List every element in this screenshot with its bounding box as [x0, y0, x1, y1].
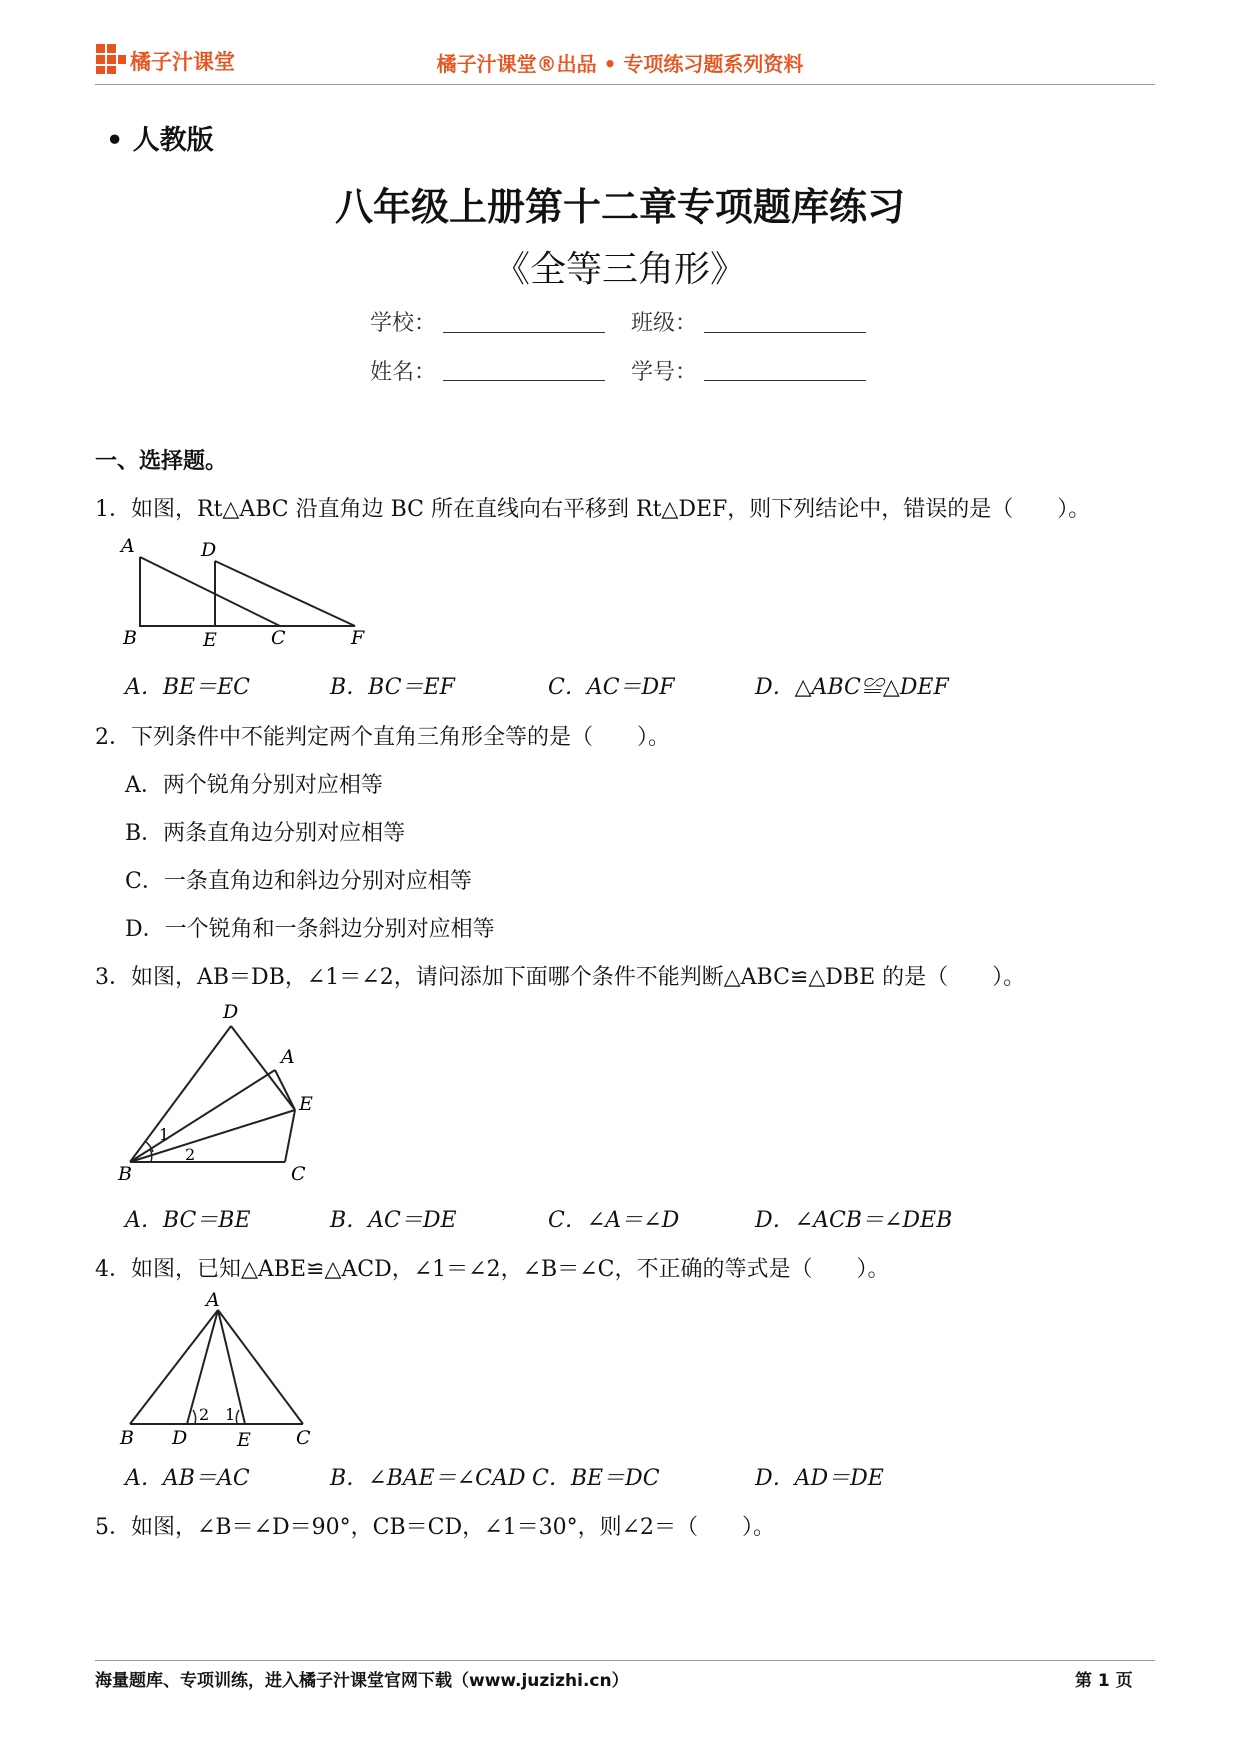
label-a: A: [121, 535, 135, 557]
figure-q4: [115, 1288, 330, 1448]
footer-divider: [95, 1660, 1155, 1661]
label-a: A: [206, 1289, 220, 1311]
question-text: 如图，AB＝DB，∠1＝∠2，请问添加下面哪个条件不能判断△ABC≌△DBE 的是（ ）。: [131, 965, 1026, 990]
label-c: C: [271, 627, 286, 649]
class-label: 班级：: [631, 311, 698, 336]
q4-option-a[interactable]: A．AB＝AC: [125, 1466, 250, 1491]
question-number: 5．: [95, 1515, 131, 1540]
edition-label: • 人教版: [106, 125, 214, 156]
header-tagline: 橘子汁课堂®出品 • 专项练习题系列资料: [436, 52, 804, 76]
q2-option-c[interactable]: C．一条直角边和斜边分别对应相等: [125, 869, 472, 894]
angle-1-label: 1: [225, 1405, 236, 1424]
label-f: F: [351, 627, 365, 649]
page-subtitle: 《全等三角形》: [493, 249, 746, 290]
student-no-label: 学号：: [631, 360, 698, 385]
page-number: 第 1 页: [1075, 1671, 1133, 1691]
angle-2-label: 2: [199, 1405, 210, 1424]
section-title: 一、选择题。: [95, 449, 228, 474]
class-field[interactable]: [704, 332, 866, 333]
question-text: 如图，已知△ABE≌△ACD，∠1＝∠2，∠B＝∠C，不正确的等式是（ ）。: [131, 1257, 890, 1282]
q1-option-d[interactable]: D．△ABC≌△DEF: [755, 675, 949, 700]
label-a: A: [281, 1046, 295, 1068]
question-5: [95, 1510, 775, 1541]
header-divider: [95, 84, 1155, 85]
figure-q3: [115, 1000, 340, 1190]
label-b: B: [118, 1163, 132, 1185]
angle-1-label: 1: [159, 1125, 170, 1144]
q1-option-c[interactable]: C．AC＝DF: [548, 675, 675, 700]
brand-name: 橘子汁课堂: [130, 50, 235, 74]
label-d: D: [223, 1001, 239, 1023]
label-e: E: [299, 1093, 313, 1115]
figure-q1: [115, 532, 375, 654]
label-d: D: [172, 1427, 188, 1448]
page-title: 八年级上册第十二章专项题库练习: [334, 185, 905, 229]
q1-option-a[interactable]: A．BE＝EC: [125, 675, 251, 700]
student-no-field[interactable]: [704, 380, 866, 381]
question-3: [95, 960, 1025, 991]
question-4: [95, 1252, 889, 1283]
question-number: 2．: [95, 725, 131, 750]
question-number: 1．: [95, 497, 131, 522]
label-e: E: [237, 1429, 251, 1448]
q4-option-d[interactable]: D．AD＝DE: [755, 1466, 884, 1491]
label-e: E: [203, 629, 217, 651]
question-number: 3．: [95, 965, 131, 990]
question-number: 4．: [95, 1257, 131, 1282]
question-2: [95, 720, 670, 751]
name-label: 姓名：: [370, 360, 437, 385]
label-b: B: [120, 1427, 134, 1448]
label-c: C: [296, 1427, 311, 1448]
q3-option-d[interactable]: D．∠ACB＝∠DEB: [755, 1208, 953, 1233]
label-c: C: [291, 1163, 306, 1185]
q2-option-b[interactable]: B．两条直角边分别对应相等: [125, 821, 406, 846]
question-text: 下列条件中不能判定两个直角三角形全等的是（ ）。: [131, 725, 671, 750]
school-label: 学校：: [370, 311, 437, 336]
question-text: 如图，∠B＝∠D＝90°，CB＝CD，∠1＝30°，则∠2＝（ ）。: [131, 1515, 775, 1540]
footer-note: 海量题库、专项训练，进入橘子汁课堂官网下载（www.juzizhi.cn）: [95, 1671, 629, 1691]
q3-option-a[interactable]: A．BC＝BE: [125, 1208, 251, 1233]
label-d: D: [201, 539, 217, 561]
label-b: B: [123, 627, 137, 649]
q2-option-a[interactable]: A．两个锐角分别对应相等: [125, 773, 383, 798]
question-text: 如图，Rt△ABC 沿直角边 BC 所在直线向右平移到 Rt△DEF，则下列结论中，错误的是（ ）。: [131, 497, 1091, 522]
angle-2-label: 2: [185, 1145, 196, 1164]
school-field[interactable]: [443, 332, 605, 333]
q3-option-c[interactable]: C．∠A＝∠D: [548, 1208, 680, 1233]
q1-option-b[interactable]: B．BC＝EF: [330, 675, 455, 700]
q3-option-b[interactable]: B．AC＝DE: [330, 1208, 457, 1233]
q2-option-d[interactable]: D．一个锐角和一条斜边分别对应相等: [125, 917, 495, 942]
name-field[interactable]: [443, 380, 605, 381]
q4-option-c[interactable]: C．BE＝DC: [532, 1466, 660, 1491]
question-1: [95, 492, 1090, 523]
q4-option-b[interactable]: B．∠BAE＝∠CAD: [330, 1466, 526, 1491]
